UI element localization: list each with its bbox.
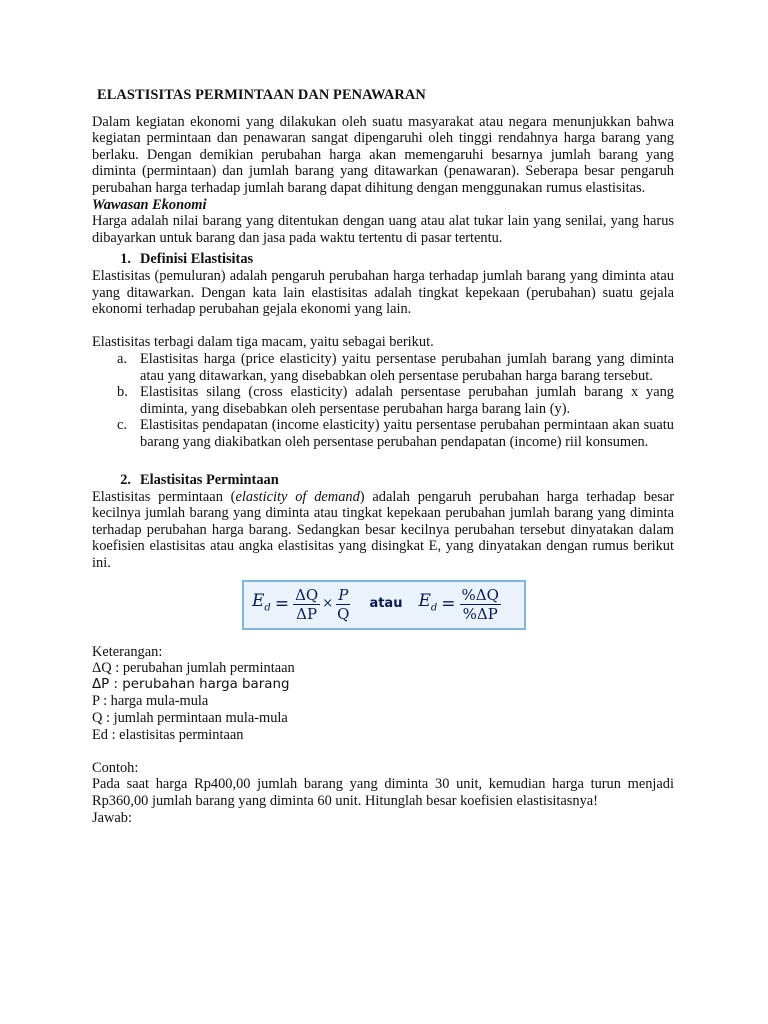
section2-number: 2. xyxy=(120,472,131,489)
formula-fraction-delta: $\frac{\Delta Q}{\Delta P}$ xyxy=(295,586,319,624)
formula-container xyxy=(92,580,674,638)
section1-number: 1. xyxy=(120,251,131,268)
list-marker: b. xyxy=(117,384,128,401)
elasticity-formula xyxy=(242,580,526,630)
keterangan-line: P : harga mula-mula xyxy=(92,693,209,710)
section2-title: Elastisitas Permintaan xyxy=(140,472,279,489)
list-item xyxy=(92,417,674,450)
contoh-paragraph: Pada saat harga Rp400,00 jumlah barang yang diminta 30 unit, kemudian harga turun menjadi Rp360,00 jumlah barang yang diminta 60 unit. Hitunglah besar koefisien elastisitasnya! xyxy=(92,776,674,809)
page-title: ELASTISITAS PERMINTAAN DAN PENAWARAN xyxy=(97,87,426,103)
section2-text-after: ) adalah pengaruh perubahan harga terhadap besar kecilnya jumlah barang yang diminta atau tingkat kepekaan perubahan jumlah barang yang diminta terhadap perubahan harga barang. Sedangkan besar kecilnya perubahan tersebut dinyatakan dalam koefisien elastisitas atau angka elastisitas yang disingkat E, yang dinyatakan dengan rumus berikut ini. xyxy=(92,488,675,572)
intro-paragraph: Dalam kegiatan ekonomi yang dilakukan oleh suatu masyarakat atau negara menunjukkan bahwa kegiatan permintaan dan penawaran sangat dipengaruhi oleh tinggi rendahnya harga barang yang berlaku. Dengan demikian perubahan harga akan memengaruhi besarnya jumlah barang yang diminta (permintaan) dan jumlah barang yang ditawarkan (penawaran). Seberapa besar pengaruh perubahan harga terhadap jumlah barang dapat dihitung dengan menggunakan rumus elastisitas. xyxy=(92,113,674,196)
keterangan-line: Q : jumlah permintaan mula-mula xyxy=(92,710,288,726)
keterangan-heading: Keterangan: xyxy=(92,643,163,660)
formula-fraction-percent: $\frac{\%\Delta Q}{\%\Delta P}$ xyxy=(461,586,499,624)
keterangan-line: ΔQ : perubahan jumlah permintaan xyxy=(92,660,295,677)
list-intro: Elastisitas terbagi dalam tiga macam, yaitu sebagai berikut. xyxy=(92,334,434,351)
formula-fraction-pq: $\frac{P}{Q}$ xyxy=(337,586,350,624)
wawasan-paragraph: Harga adalah nilai barang yang ditentukan dengan uang atau alat tukar lain yang senilai, yang harus dibayarkan untuk barang dan jasa pada waktu tertentu di pasar tertentu. xyxy=(92,213,674,246)
formula-equals: = xyxy=(274,594,290,615)
list-marker: a. xyxy=(117,350,127,367)
formula-lhs-2: $E_d$ xyxy=(418,590,438,614)
wawasan-heading: Wawasan Ekonomi xyxy=(92,196,207,213)
list-item-text: Elastisitas harga (price elasticity) yaitu persentase perubahan jumlah barang yang diminta atau yang ditawarkan, yang disebabkan oleh persentase perubahan harga barang tersebut. xyxy=(140,350,674,384)
formula-equals-2: = xyxy=(441,594,456,615)
section1-heading xyxy=(92,251,674,268)
section1-title: Definisi Elastisitas xyxy=(140,251,254,268)
section2-text-italic: elasticity of demand xyxy=(235,488,360,505)
keterangan-line: Ed : elastisitas permintaan xyxy=(92,726,244,743)
contoh-heading: Contoh: xyxy=(92,759,139,776)
section2-heading xyxy=(92,472,674,489)
document-body xyxy=(92,87,674,826)
keterangan-line: ΔP : perubahan harga barang xyxy=(92,676,290,692)
formula-lhs: $E_d$ xyxy=(252,590,271,614)
list-marker: c. xyxy=(117,417,127,434)
jawab-label: Jawab: xyxy=(92,809,132,826)
formula-times: × xyxy=(322,596,334,612)
list-item-text: Elastisitas pendapatan (income elasticity) yaitu persentase perubahan permintaan akan suatu barang yang diakibatkan oleh persentase perubahan pendapatan (income) riil konsumen. xyxy=(140,417,674,450)
section1-paragraph: Elastisitas (pemuluran) adalah pengaruh perubahan harga terhadap jumlah barang yang diminta atau yang ditawarkan. Dengan kata lain elastisitas adalah tingkat kepekaan (perubahan) suatu gejala ekonomi terhadap perubahan gejala ekonomi yang lain. xyxy=(92,267,674,318)
list-item xyxy=(92,384,674,417)
list-item-text: Elastisitas silang (cross elasticity) adalah persentase perubahan jumlah barang x yang diminta, yang disebabkan oleh persentase perubahan harga barang lain (y). xyxy=(140,384,674,417)
elasticity-types-list xyxy=(92,351,674,451)
keterangan-block xyxy=(92,644,674,744)
formula-atau: atau xyxy=(369,596,403,612)
section2-text-before: Elastisitas permintaan ( xyxy=(92,488,236,505)
section2-paragraph xyxy=(92,489,674,572)
list-item xyxy=(92,351,674,384)
